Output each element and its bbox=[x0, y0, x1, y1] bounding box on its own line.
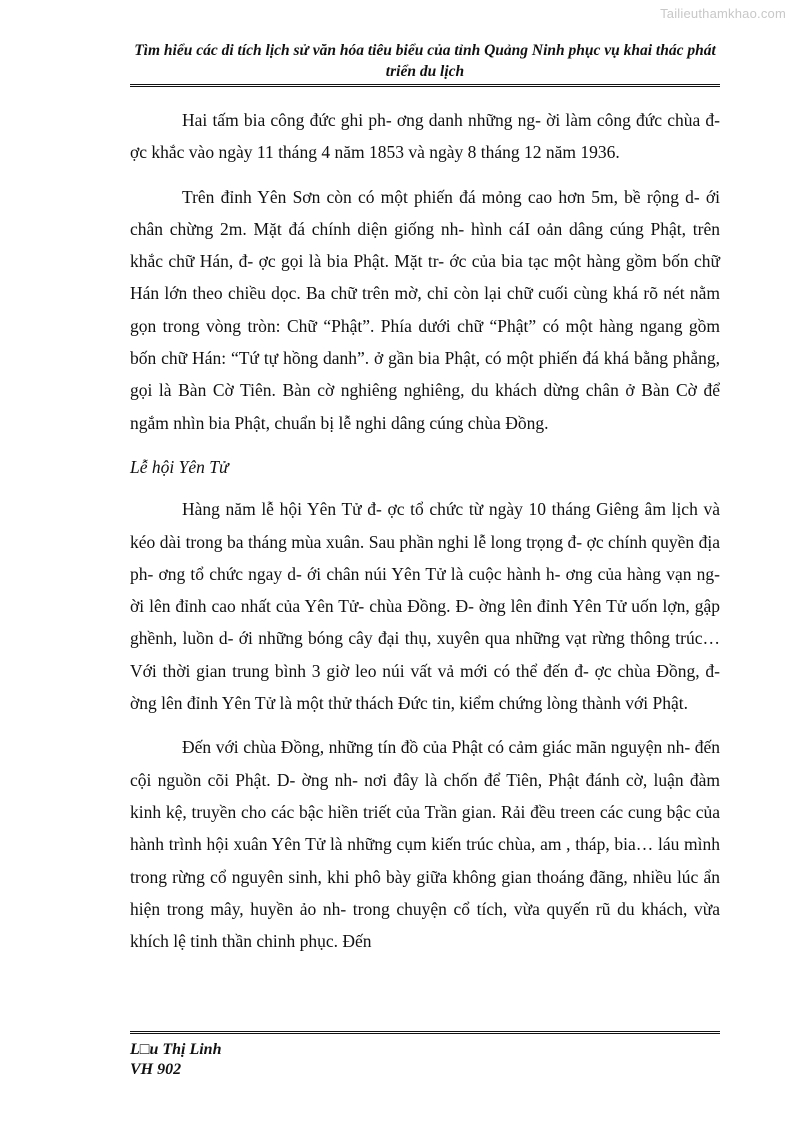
paragraph-4: Đến với chùa Đồng, những tín đồ của Phật có cảm giác mãn nguyện nh- đến cội nguồn cõi Phật. D- ờng nh- nơi đây là chốn để Tiên, Phật đánh cờ, luận đàm kinh kệ, truyền cho các bậc hiền triết của Trần gian. Rải đều treen các cung bậc của hành trình hội xuân Yên Tử là những cụm kiến trúc chùa, am , tháp, bia… láu mình trong rừng cổ nguyên sinh, khi phô bày giữa không gian thoáng đãng, nhiều lúc ẩn hiện trong mây, huyền ảo nh- trong chuyện cổ tích, vừa quyến rũ du khách, vừa khích lệ tinh thần chinh phục. Đến bbox=[130, 737, 720, 952]
footer-author: L□u Thị Linh bbox=[130, 1041, 222, 1058]
document-body bbox=[130, 104, 720, 969]
paragraph-2: Trên đỉnh Yên Sơn còn có một phiến đá mỏng cao hơn 5m, bề rộng d- ới chân chừng 2m. Mặt đá chính diện giống nh- hình cáI oản dâng cúng Phật, trên khắc chữ Hán, đ- ợc gọi là bia Phật. Mặt tr- ớc của bia tạc một hàng gồm bốn chữ Hán lớn theo chiều dọc. Ba chữ trên mờ, chỉ còn lại chữ cuối cùng khá rõ nét nằm gọn trong vòng tròn: Chữ “Phật”. Phía dưới chữ “Phật” có một hàng ngang gồm bốn chữ Hán: “Tứ tự hồng danh”. ở gần bia Phật, có một phiến đá khá bằng phẳng, gọi là Bàn Cờ Tiên. Bàn cờ nghiêng nghiêng, du khách dừng chân ở Bàn Cờ để ngắm nhìn bia Phật, chuẩn bị lễ nghi dâng cúng chùa Đồng. bbox=[130, 186, 720, 433]
section-heading: Lễ hội Yên Tử bbox=[130, 456, 229, 477]
paragraph-3: Hàng năm lễ hội Yên Tử đ- ợc tổ chức từ ngày 10 tháng Giêng âm lịch và kéo dài trong ba tháng mùa xuân. Sau phần nghi lễ long trọng đ- ợc chính quyền địa ph- ơng tổ chức ngay d- ới chân núi Yên Tử là cuộc hành h- ơng của hàng vạn ng- ời lên đỉnh cao nhất của Yên Tử- chùa Đồng. Đ- ờng lên đỉnh Yên Tử uốn lợn, gập ghềnh, luồn d- ới những bóng cây đại thụ, xuyên qua những vạt rừng thông trúc… Với thời gian trung bình 3 giờ leo núi vất vả mới có thể đến đ- ợc chùa Đồng, đ- ờng lên đỉnh Yên Tử là một thử thách Đức tin, kiểm chứng lòng thành với Phật. bbox=[130, 499, 720, 714]
watermark: Tailieuthamkhao.com bbox=[660, 6, 786, 21]
header-title: Tìm hiểu các di tích lịch sử văn hóa tiêu biểu của tỉnh Quảng Ninh phục vụ khai thác phát triển du lịch bbox=[134, 42, 716, 80]
paragraph-1: Hai tấm bia công đức ghi ph- ơng danh những ng- ời làm công đức chùa đ- ợc khắc vào ngày 11 tháng 4 năm 1853 và ngày 8 tháng 12 năm 1936. bbox=[130, 110, 720, 163]
page-header bbox=[130, 40, 720, 87]
page-footer bbox=[130, 1031, 720, 1080]
footer-class-code: VH 902 bbox=[130, 1061, 182, 1078]
